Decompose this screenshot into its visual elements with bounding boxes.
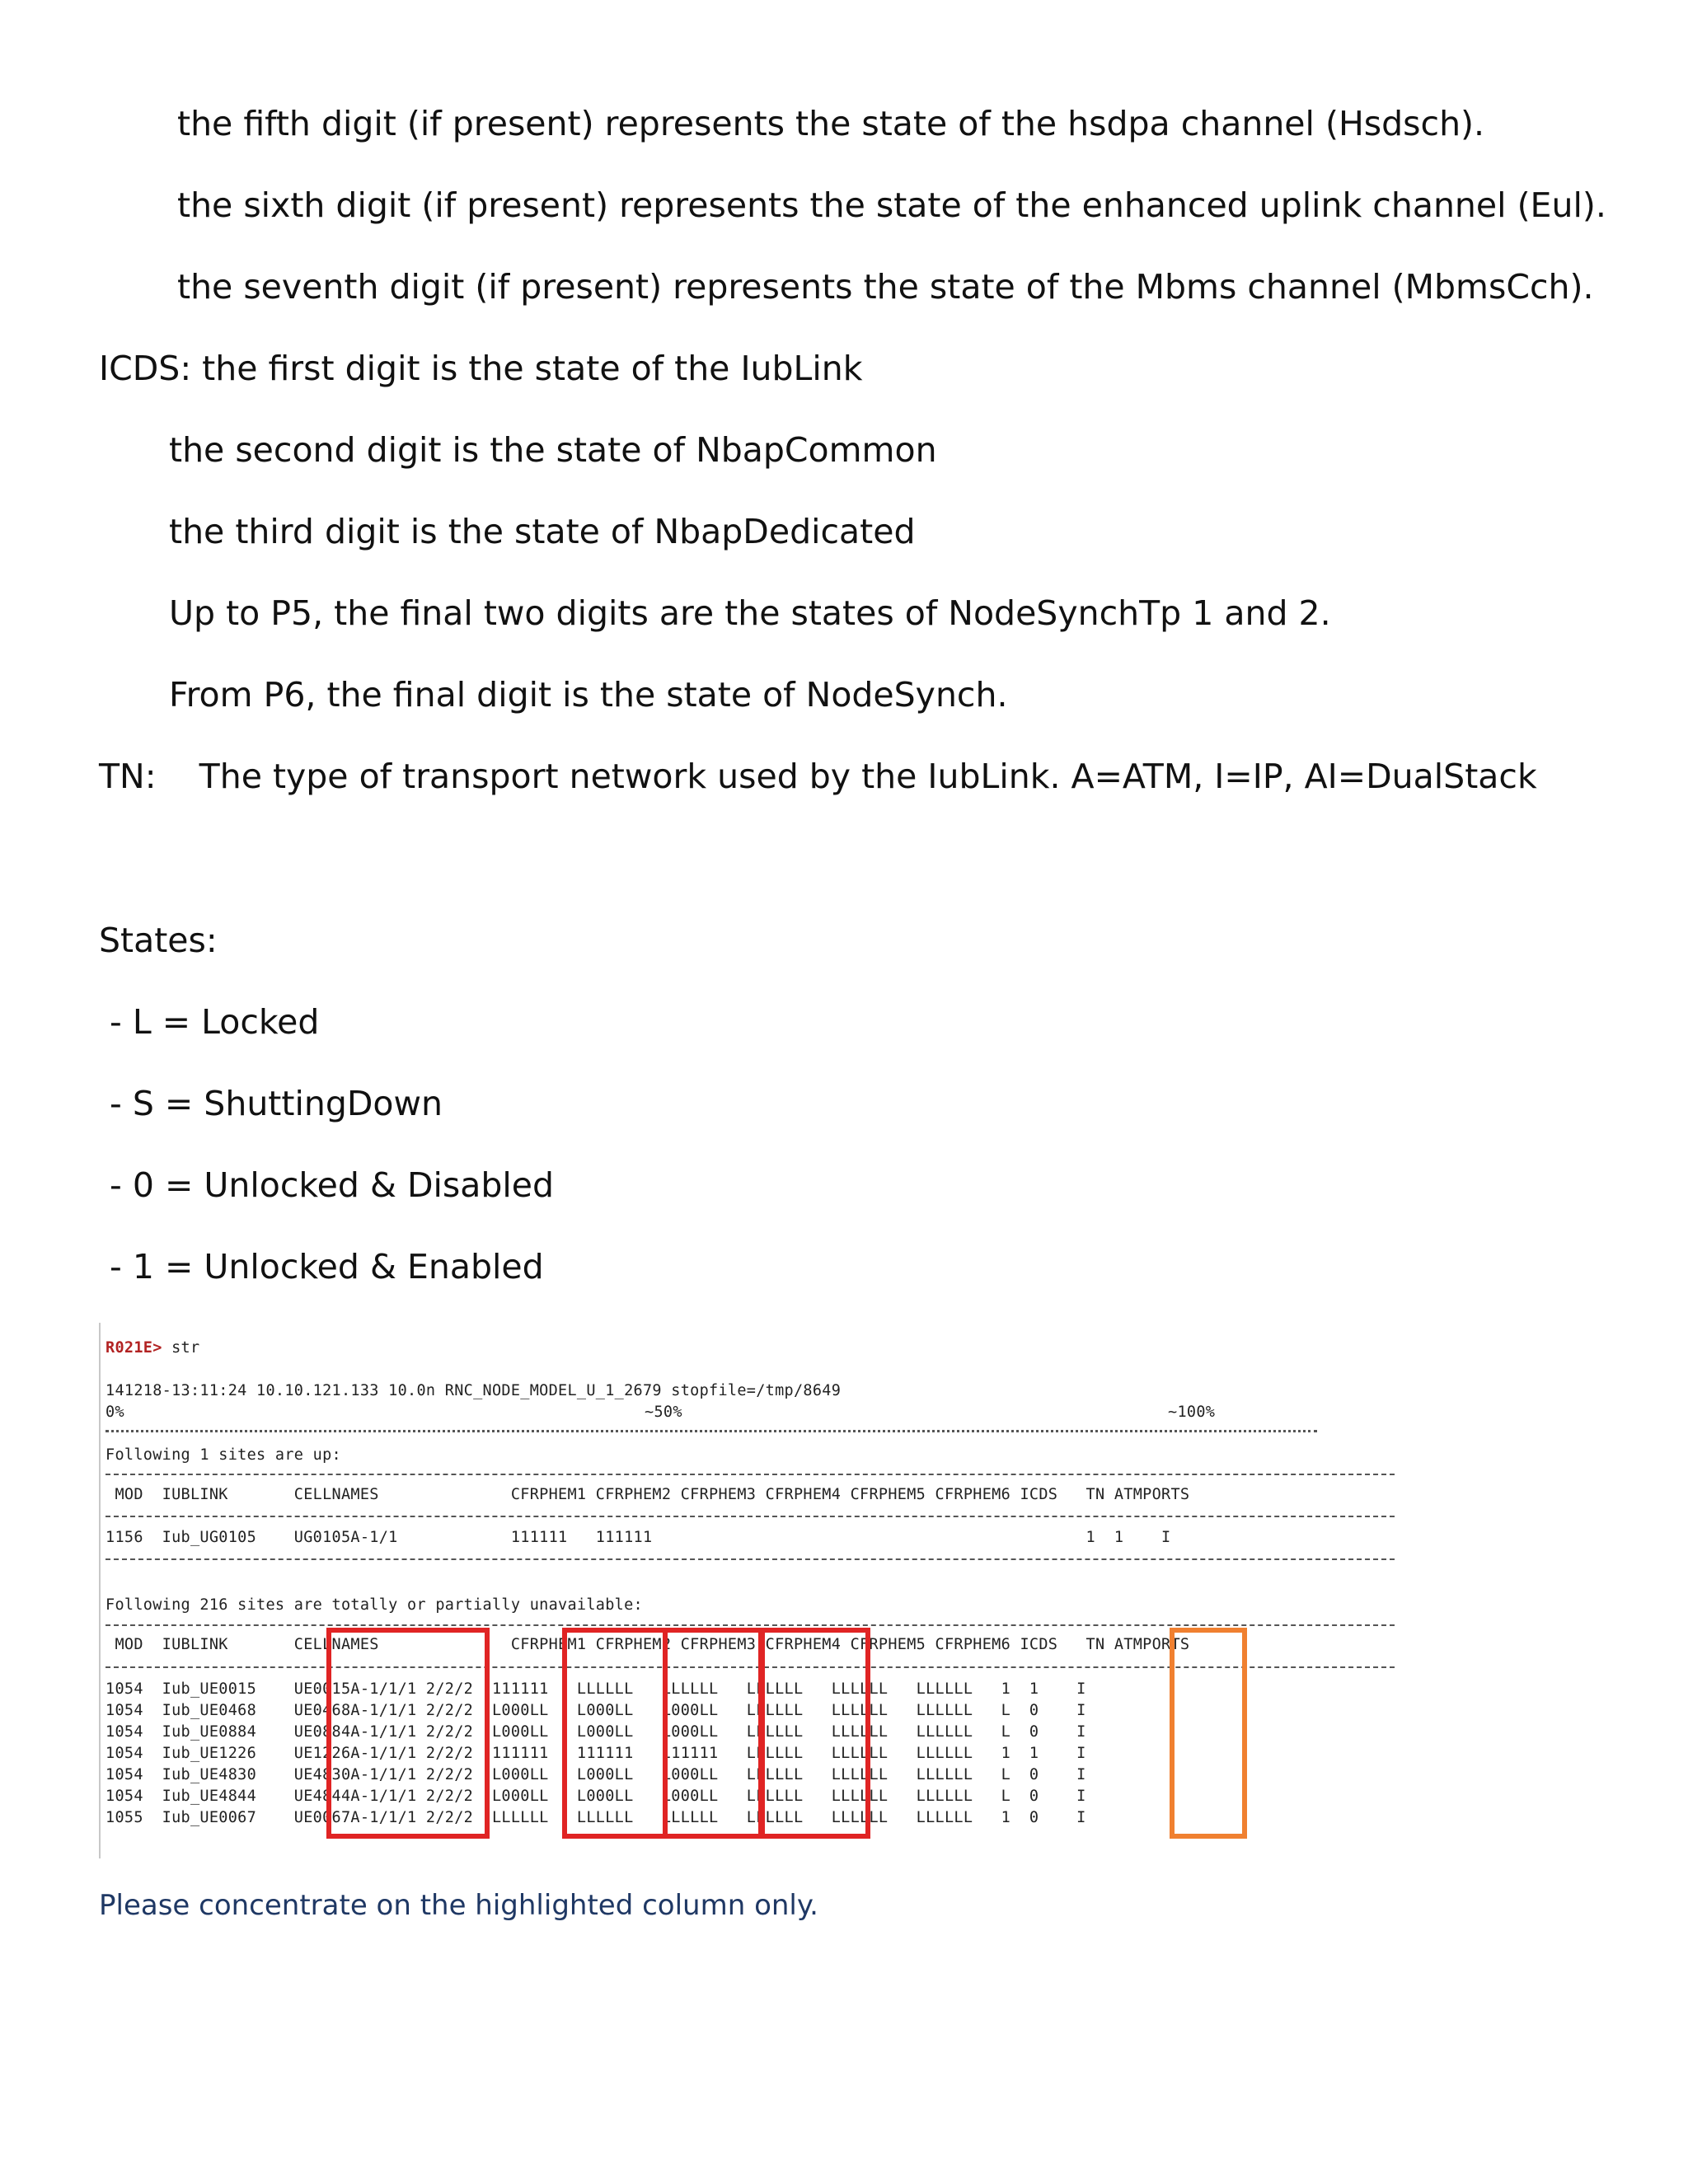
doc-line-nbapcommon: the second digit is the state of NbapCommon [169, 430, 937, 470]
progress-dots [106, 1430, 1317, 1432]
doc-line-states-heading: States: [99, 921, 218, 960]
doc-line-state-shuttingdown: - S = ShuttingDown [99, 1084, 443, 1123]
down-table-row: 1054 Iub_UE4844 UE4844A-1/1/1 2/2/2 L000LL L000LL L000LL LLLLLL LLLLLL LLLLLL L 0 I [106, 1788, 1086, 1805]
up-table-row: 1156 Iub_UG0105 UG0105A-1/1 111111 111111 1 1 I [106, 1529, 1171, 1546]
up-table-header: MOD IUBLINK CELLNAMES CFRPHEM1 CFRPHEM2 CFRPHEM3 CFRPHEM4 CFRPHEM5 CFRPHEM6 ICDS TN ATMPORTS [106, 1486, 1190, 1503]
down-table-row: 1054 Iub_UE4830 UE4830A-1/1/1 2/2/2 L000LL L000LL L000LL LLLLLL LLLLLL LLLLLL L 0 I [106, 1766, 1086, 1783]
highlight-cellnames-column [326, 1628, 490, 1839]
doc-line-nbapdedicated: the third digit is the state of NbapDedicated [169, 512, 916, 551]
progress-50: ~50% [645, 1404, 682, 1421]
highlight-note: Please concentrate on the highlighted column only. [99, 1889, 818, 1922]
terminal-header-line: 141218-13:11:24 10.10.121.133 10.0n RNC_NODE_MODEL_U_1_2679 stopfile=/tmp/8649 [106, 1382, 842, 1399]
terminal-prompt-line [106, 1338, 199, 1359]
down-table-row: 1054 Iub_UE0468 UE0468A-1/1/1 2/2/2 L000LL L000LL L000LL LLLLLL LLLLLL LLLLLL L 0 I [106, 1702, 1086, 1719]
doc-line-tn: TN: The type of transport network used by the IubLink. A=ATM, I=IP, AI=DualStack [99, 757, 1537, 796]
doc-line-hsdsch: the fifth digit (if present) represents the state of the hsdpa channel (Hsdsch). [177, 104, 1485, 143]
doc-line-state-enabled: - 1 = Unlocked & Enabled [99, 1247, 544, 1286]
up-sites-title: Following 1 sites are up: [106, 1446, 341, 1464]
doc-line-icds-heading: ICDS: the first digit is the state of the IubLink [99, 349, 863, 388]
highlight-icds-column [1170, 1628, 1247, 1839]
down-table-row: 1054 Iub_UE0884 UE0884A-1/1/1 2/2/2 L000LL L000LL L000LL LLLLLL LLLLLL LLLLLL L 0 I [106, 1723, 1086, 1741]
down-sites-title: Following 216 sites are totally or partially unavailable: [106, 1596, 643, 1614]
down-table-row: 1054 Iub_UE1226 UE1226A-1/1/1 2/2/2 111111 111111 111111 LLLLLL LLLLLL LLLLLL 1 1 I [106, 1745, 1086, 1762]
doc-line-nodesynch: From P6, the final digit is the state of NodeSynch. [169, 675, 1008, 715]
divider [106, 1474, 1395, 1475]
highlight-cfrphem3-column [760, 1628, 870, 1839]
highlight-cfrphem2-column [663, 1628, 763, 1839]
down-table-row: 1055 Iub_UE0067 UE0067A-1/1/1 2/2/2 LLLLLL LLLLLL LLLLLL LLLLLL LLLLLL LLLLLL 1 0 I [106, 1809, 1086, 1826]
down-table-row: 1054 Iub_UE0015 UE0015A-1/1/1 2/2/2 111111 LLLLLL LLLLLL LLLLLL LLLLLL LLLLLL 1 1 I [106, 1680, 1086, 1698]
doc-line-eul: the sixth digit (if present) represents the state of the enhanced uplink channel (Eul). [177, 185, 1606, 225]
doc-line-mbmscch: the seventh digit (if present) represents the state of the Mbms channel (MbmsCch). [177, 267, 1594, 307]
terminal-prompt: R021E> [106, 1339, 162, 1357]
doc-line-nodesynchtp: Up to P5, the final two digits are the states of NodeSynchTp 1 and 2. [169, 593, 1331, 633]
divider [106, 1558, 1395, 1560]
divider [106, 1516, 1395, 1517]
doc-line-state-disabled: - 0 = Unlocked & Disabled [99, 1165, 555, 1205]
doc-line-state-locked: - L = Locked [99, 1002, 320, 1042]
terminal-command: str [162, 1339, 200, 1357]
progress-0: 0% [106, 1404, 124, 1421]
progress-100: ~100% [1168, 1404, 1216, 1421]
down-table-header: MOD IUBLINK CELLNAMES CFRPHEM1 CFRPHEM2 CFRPHEM3 CFRPHEM4 CFRPHEM5 CFRPHEM6 ICDS TN ATMPORTS [106, 1636, 1190, 1653]
highlight-cfrphem1-column [562, 1628, 668, 1839]
terminal-screenshot [99, 1323, 1403, 1858]
divider [106, 1624, 1395, 1626]
